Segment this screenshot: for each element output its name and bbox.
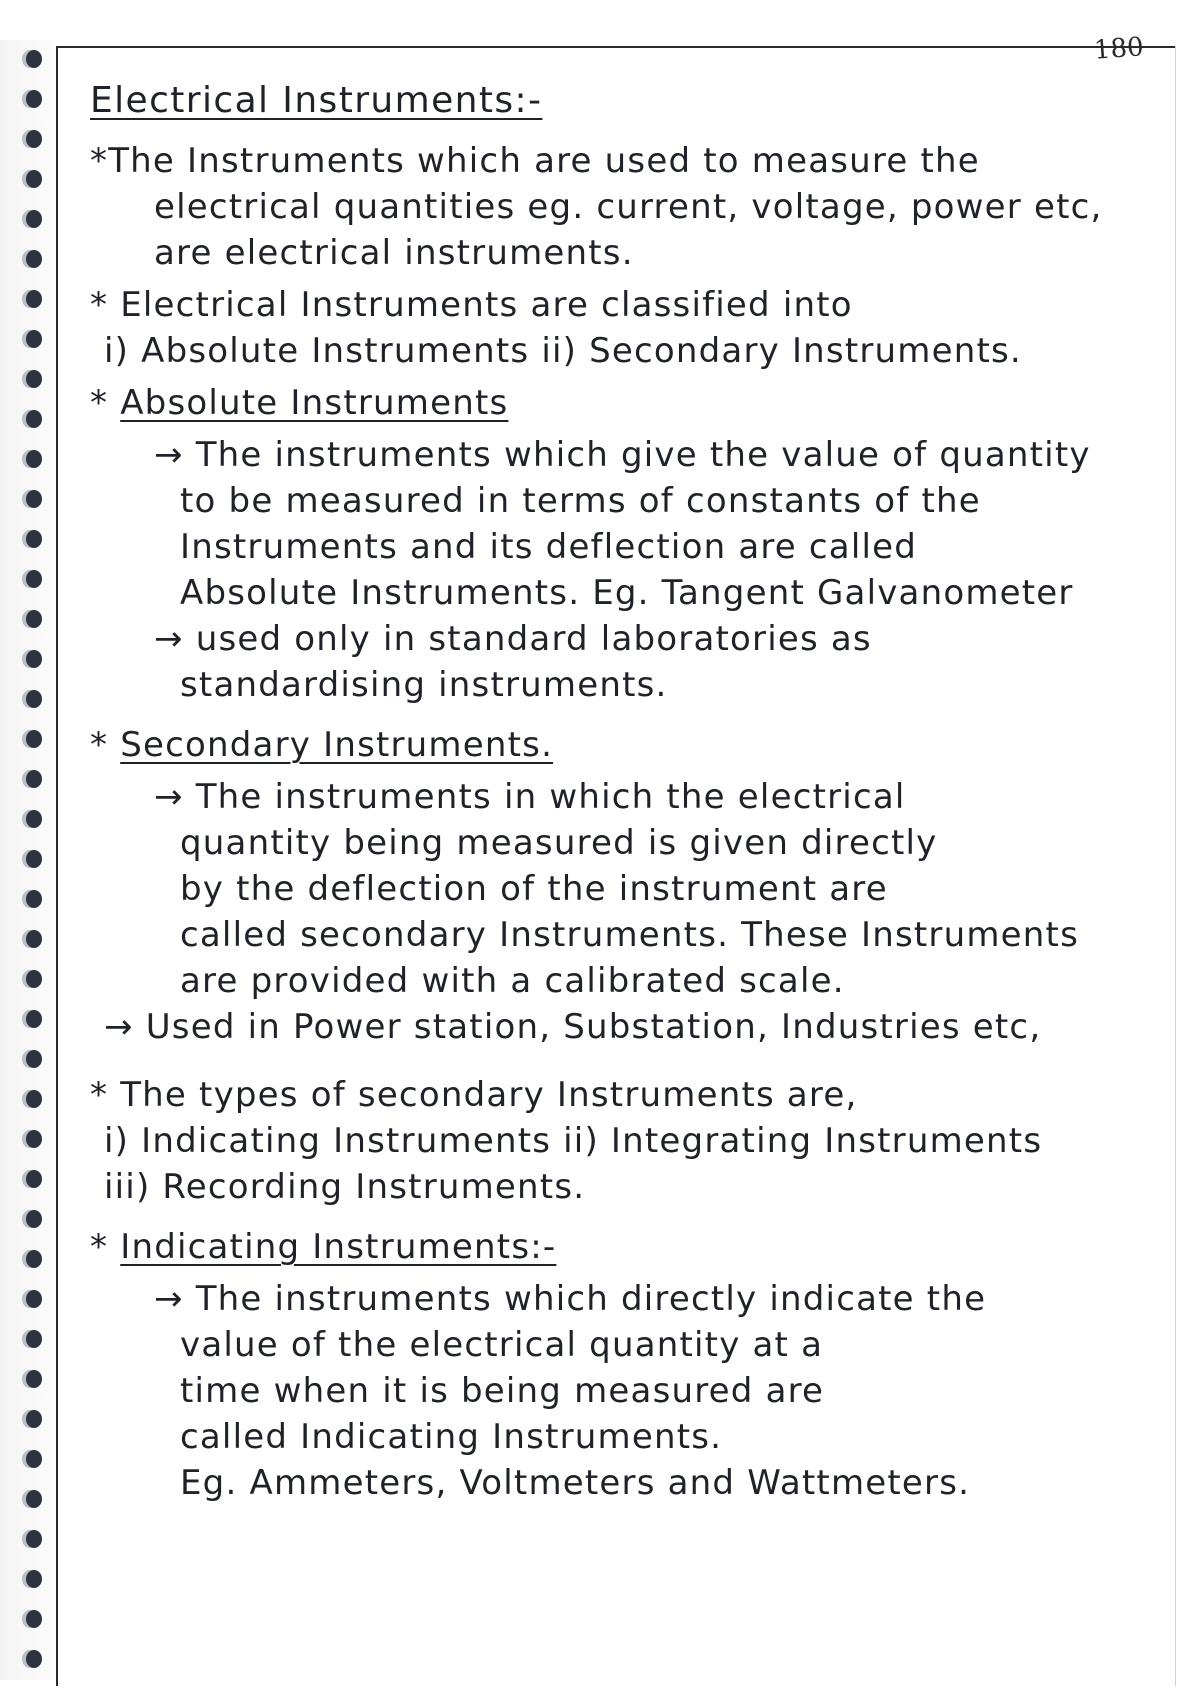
binding-hole bbox=[26, 1490, 42, 1508]
binding-hole bbox=[26, 570, 42, 588]
secondary-usage-line: → Used in Power station, Substation, Industries etc, bbox=[104, 1007, 1042, 1047]
binding-hole bbox=[26, 250, 42, 268]
absolute-line: to be measured in terms of constants of the bbox=[180, 481, 981, 521]
binding-hole bbox=[26, 1570, 42, 1588]
binding-hole bbox=[26, 930, 42, 948]
binding-hole bbox=[26, 1290, 42, 1308]
binding-hole bbox=[26, 1370, 42, 1388]
section-heading-text: Indicating Instruments:- bbox=[120, 1227, 557, 1267]
classification-paragraph bbox=[62, 282, 1182, 374]
spiral-binding bbox=[0, 40, 62, 1680]
binding-hole bbox=[26, 890, 42, 908]
binding-hole bbox=[26, 1530, 42, 1548]
binding-hole bbox=[26, 1010, 42, 1028]
binding-hole bbox=[26, 850, 42, 868]
secondary-line: are provided with a calibrated scale. bbox=[180, 961, 845, 1001]
intro-line: *The Instruments which are used to measure the bbox=[90, 141, 980, 181]
binding-hole bbox=[26, 970, 42, 988]
binding-hole bbox=[26, 610, 42, 628]
types-section bbox=[62, 1072, 1182, 1210]
binding-hole bbox=[26, 730, 42, 748]
intro-paragraph bbox=[62, 138, 1182, 276]
section-heading-absolute bbox=[62, 380, 1182, 426]
types-line: * The types of secondary Instruments are, bbox=[90, 1075, 858, 1115]
indicating-section bbox=[62, 1224, 1182, 1506]
binding-hole bbox=[26, 370, 42, 388]
binding-hole bbox=[26, 1610, 42, 1628]
indicating-line: value of the electrical quantity at a bbox=[180, 1325, 824, 1365]
binding-hole bbox=[26, 1450, 42, 1468]
binding-hole bbox=[26, 90, 42, 108]
binding-hole bbox=[26, 1250, 42, 1268]
binding-hole bbox=[26, 1210, 42, 1228]
binding-hole bbox=[26, 210, 42, 228]
page-number: 180 bbox=[1093, 32, 1145, 66]
binding-hole bbox=[26, 770, 42, 788]
binding-hole bbox=[26, 1650, 42, 1668]
bullet-star: * bbox=[90, 1227, 121, 1267]
secondary-line: → The instruments in which the electrical bbox=[154, 777, 906, 817]
absolute-section bbox=[62, 380, 1182, 708]
absolute-line: → The instruments which give the value of quantity bbox=[154, 435, 1091, 475]
classification-line: * Electrical Instruments are classified into bbox=[90, 285, 853, 325]
binding-hole bbox=[26, 290, 42, 308]
binding-hole bbox=[26, 1090, 42, 1108]
secondary-line: by the deflection of the instrument are bbox=[180, 869, 888, 909]
binding-hole bbox=[26, 130, 42, 148]
binding-hole bbox=[26, 410, 42, 428]
binding-hole bbox=[26, 170, 42, 188]
section-heading-text: Secondary Instruments. bbox=[120, 725, 554, 765]
indicating-line: → The instruments which directly indicate the bbox=[154, 1279, 987, 1319]
types-line: iii) Recording Instruments. bbox=[104, 1167, 586, 1207]
indicating-line: called Indicating Instruments. bbox=[180, 1417, 723, 1457]
binding-hole bbox=[26, 690, 42, 708]
margin-line bbox=[56, 46, 58, 1686]
section-heading-indicating bbox=[62, 1224, 1182, 1270]
secondary-section bbox=[62, 722, 1182, 1050]
binding-hole bbox=[26, 1330, 42, 1348]
binding-hole bbox=[26, 530, 42, 548]
binding-hole bbox=[26, 1410, 42, 1428]
intro-line: are electrical instruments. bbox=[154, 233, 634, 273]
binding-hole bbox=[26, 50, 42, 68]
section-heading-text: Absolute Instruments bbox=[120, 383, 509, 423]
absolute-line: Instruments and its deflection are called bbox=[180, 527, 918, 567]
top-rule bbox=[56, 46, 1176, 48]
classification-line: i) Absolute Instruments ii) Secondary Instruments. bbox=[104, 331, 1022, 371]
binding-hole bbox=[26, 330, 42, 348]
bullet-star: * bbox=[90, 725, 121, 765]
secondary-line: quantity being measured is given directly bbox=[180, 823, 938, 863]
absolute-line: Absolute Instruments. Eg. Tangent Galvanometer bbox=[180, 573, 1074, 613]
absolute-usage-line: standardising instruments. bbox=[180, 665, 668, 705]
page-title: Electrical Instruments:- bbox=[90, 80, 543, 121]
section-heading-secondary bbox=[62, 722, 1182, 768]
notes-content bbox=[62, 78, 1182, 1506]
binding-hole bbox=[26, 490, 42, 508]
secondary-line: called secondary Instruments. These Instruments bbox=[180, 915, 1079, 955]
binding-hole bbox=[26, 1130, 42, 1148]
binding-hole bbox=[26, 1170, 42, 1188]
binding-hole bbox=[26, 650, 42, 668]
indicating-line: time when it is being measured are bbox=[180, 1371, 825, 1411]
types-line: i) Indicating Instruments ii) Integrating Instruments bbox=[104, 1121, 1043, 1161]
binding-hole bbox=[26, 450, 42, 468]
binding-hole bbox=[26, 810, 42, 828]
intro-line: electrical quantities eg. current, voltage, power etc, bbox=[154, 187, 1103, 227]
absolute-usage-line: → used only in standard laboratories as bbox=[154, 619, 872, 659]
bullet-star: * bbox=[90, 383, 121, 423]
binding-hole bbox=[26, 1050, 42, 1068]
indicating-example: Eg. Ammeters, Voltmeters and Wattmeters. bbox=[180, 1463, 971, 1503]
